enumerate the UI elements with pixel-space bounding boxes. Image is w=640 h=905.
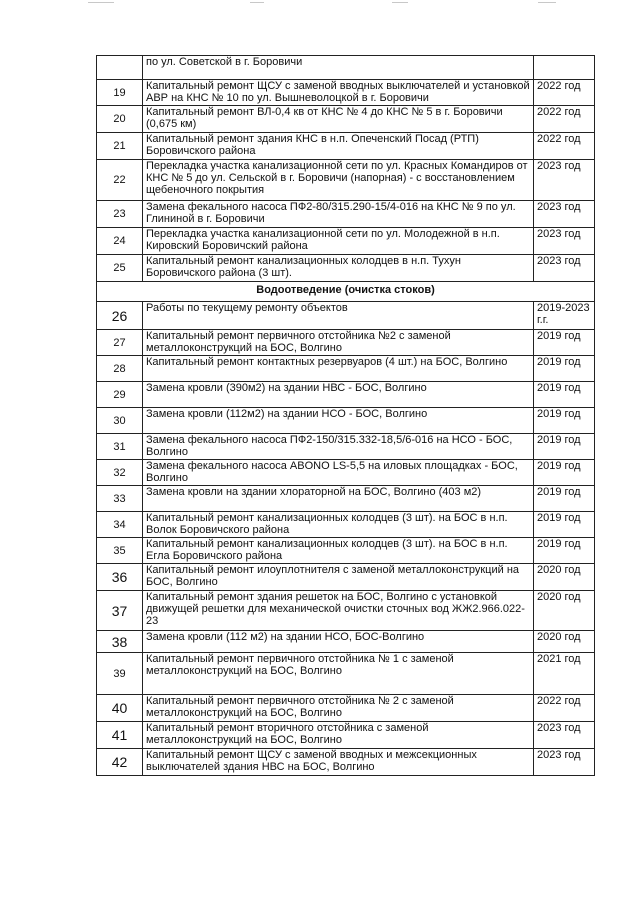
row-year: 2020 год bbox=[534, 564, 595, 591]
table-row bbox=[97, 512, 595, 538]
row-year: 2022 год bbox=[534, 133, 595, 160]
row-year: 2023 год bbox=[534, 255, 595, 282]
row-number: 19 bbox=[97, 80, 143, 106]
row-year: 2020 год bbox=[534, 591, 595, 631]
row-description: Капитальный ремонт первичного отстойника № 2 с заменой металлоконструкций на БОС, Волгино bbox=[143, 695, 534, 722]
row-description: Замена фекального насоса ПФ2-80/315.290-15/4-016 на КНС № 9 по ул. Глининой в г. Боровичи bbox=[143, 201, 534, 228]
row-number: 29 bbox=[97, 382, 143, 408]
row-year: 2023 год bbox=[534, 722, 595, 749]
row-number: 39 bbox=[97, 653, 143, 695]
row-number: 30 bbox=[97, 408, 143, 434]
row-year: 2019 год bbox=[534, 538, 595, 564]
table-row bbox=[97, 356, 595, 382]
table-row bbox=[97, 255, 595, 282]
table-row bbox=[97, 80, 595, 106]
table-row bbox=[97, 201, 595, 228]
row-number: 25 bbox=[97, 255, 143, 282]
row-year: 2023 год bbox=[534, 749, 595, 776]
row-number: 37 bbox=[97, 591, 143, 631]
table-row bbox=[97, 460, 595, 486]
row-description: Капитальный ремонт канализационных колодцев (3 шт). на БОС в н.п. Егла Боровичского района bbox=[143, 538, 534, 564]
row-year: 2019 год bbox=[534, 486, 595, 512]
row-description: Замена кровли (112м2) на здании НСО - БОС, Волгино bbox=[143, 408, 534, 434]
row-description: Замена фекального насоса ABONO LS-5,5 на иловых площадках - БОС, Волгино bbox=[143, 460, 534, 486]
row-number: 20 bbox=[97, 106, 143, 133]
row-number: 41 bbox=[97, 722, 143, 749]
row-description: Капитальный ремонт первичного отстойника № 1 с заменой металлоконструкций на БОС, Волгино bbox=[143, 653, 534, 695]
row-number: 36 bbox=[97, 564, 143, 591]
row-description: по ул. Советской в г. Боровичи bbox=[143, 56, 534, 80]
row-description: Замена кровли на здании хлораторной на БОС, Волгино (403 м2) bbox=[143, 486, 534, 512]
row-year: 2019 год bbox=[534, 512, 595, 538]
row-year: 2019 год bbox=[534, 382, 595, 408]
row-description: Капитальный ремонт вторичного отстойника с заменой металлоконструкций на БОС, Волгино bbox=[143, 722, 534, 749]
row-description: Капитальный ремонт ВЛ-0,4 кв от КНС № 4 до КНС № 5 в г. Боровичи (0,675 км) bbox=[143, 106, 534, 133]
row-number bbox=[97, 56, 143, 80]
table-row bbox=[97, 106, 595, 133]
row-number: 31 bbox=[97, 434, 143, 460]
table-row bbox=[97, 631, 595, 653]
row-description: Замена кровли (390м2) на здании НВС - БОС, Волгино bbox=[143, 382, 534, 408]
row-number: 27 bbox=[97, 330, 143, 356]
table-row bbox=[97, 133, 595, 160]
row-number: 33 bbox=[97, 486, 143, 512]
table-row bbox=[97, 749, 595, 776]
works-table bbox=[96, 55, 595, 776]
table-row bbox=[97, 653, 595, 695]
row-number: 24 bbox=[97, 228, 143, 255]
table-row bbox=[97, 302, 595, 330]
row-year: 2023 год bbox=[534, 201, 595, 228]
row-number: 26 bbox=[97, 302, 143, 330]
row-description: Замена кровли (112 м2) на здании НСО, БОС-Волгино bbox=[143, 631, 534, 653]
row-year: 2020 год bbox=[534, 631, 595, 653]
row-year bbox=[534, 56, 595, 80]
section-title: Водоотведение (очистка стоков) bbox=[97, 282, 595, 302]
row-year: 2019 год bbox=[534, 356, 595, 382]
table-row bbox=[97, 486, 595, 512]
table-row bbox=[97, 591, 595, 631]
table-row bbox=[97, 434, 595, 460]
row-year: 2023 год bbox=[534, 160, 595, 201]
table-row bbox=[97, 408, 595, 434]
row-number: 32 bbox=[97, 460, 143, 486]
row-number: 23 bbox=[97, 201, 143, 228]
row-number: 42 bbox=[97, 749, 143, 776]
row-description: Перекладка участка канализационной сети по ул. Молодежной в н.п. Кировский Боровичский района bbox=[143, 228, 534, 255]
row-description: Капитальный ремонт илоуплотнителя с заменой металлоконструкций на БОС, Волгино bbox=[143, 564, 534, 591]
table-row bbox=[97, 564, 595, 591]
row-number: 34 bbox=[97, 512, 143, 538]
row-description: Капитальный ремонт контактных резервуаров (4 шт.) на БОС, Волгино bbox=[143, 356, 534, 382]
row-number: 40 bbox=[97, 695, 143, 722]
row-year: 2019 год bbox=[534, 434, 595, 460]
row-year: 2022 год bbox=[534, 106, 595, 133]
row-year: 2019 год bbox=[534, 408, 595, 434]
row-description: Капитальный ремонт ЩСУ с заменой вводных и межсекционных выключателей здания НВС на БОС, Волгино bbox=[143, 749, 534, 776]
row-description: Капитальный ремонт здания решеток на БОС, Волгино с установкой движущей решетки для механической очистки сточных вод ЖЖ2.966.022-23 bbox=[143, 591, 534, 631]
row-number: 28 bbox=[97, 356, 143, 382]
table-row bbox=[97, 695, 595, 722]
row-description: Капитальный ремонт здания КНС в н.п. Опеченский Посад (РТП) Боровичского района bbox=[143, 133, 534, 160]
row-description: Замена фекального насоса ПФ2-150/315.332-18,5/6-016 на НСО - БОС, Волгино bbox=[143, 434, 534, 460]
table-row bbox=[97, 382, 595, 408]
row-year: 2022 год bbox=[534, 695, 595, 722]
row-description: Капитальный ремонт канализационных колодцев (3 шт). на БОС в н.п. Волок Боровичского района bbox=[143, 512, 534, 538]
row-year: 2022 год bbox=[534, 80, 595, 106]
row-year: 2019 год bbox=[534, 330, 595, 356]
row-number: 35 bbox=[97, 538, 143, 564]
row-number: 21 bbox=[97, 133, 143, 160]
row-number: 38 bbox=[97, 631, 143, 653]
table-row bbox=[97, 228, 595, 255]
scan-artifacts bbox=[0, 2, 640, 8]
row-year: 2023 год bbox=[534, 228, 595, 255]
row-year: 2019 год bbox=[534, 460, 595, 486]
row-description: Капитальный ремонт канализационных колодцев в н.п. Тухун Боровичского района (3 шт). bbox=[143, 255, 534, 282]
row-description: Капитальный ремонт ЩСУ с заменой вводных выключателей и установкой АВР на КНС № 10 по ул. Вышневолоцкой в г. Боровичи bbox=[143, 80, 534, 106]
table-row bbox=[97, 722, 595, 749]
row-number: 22 bbox=[97, 160, 143, 201]
table-row bbox=[97, 538, 595, 564]
table-row bbox=[97, 56, 595, 80]
row-year: 2019-2023 г.г. bbox=[534, 302, 595, 330]
table-row bbox=[97, 160, 595, 201]
row-description: Работы по текущему ремонту объектов bbox=[143, 302, 534, 330]
row-description: Перекладка участка канализационной сети по ул. Красных Командиров от КНС № 5 до ул. Сельской в г. Боровичи (напорная) - с восстановлением щебеночного покрытия bbox=[143, 160, 534, 201]
row-description: Капитальный ремонт первичного отстойника №2 с заменой металлоконструкций на БОС, Волгино bbox=[143, 330, 534, 356]
row-year: 2021 год bbox=[534, 653, 595, 695]
section-row bbox=[97, 282, 595, 302]
table-row bbox=[97, 330, 595, 356]
